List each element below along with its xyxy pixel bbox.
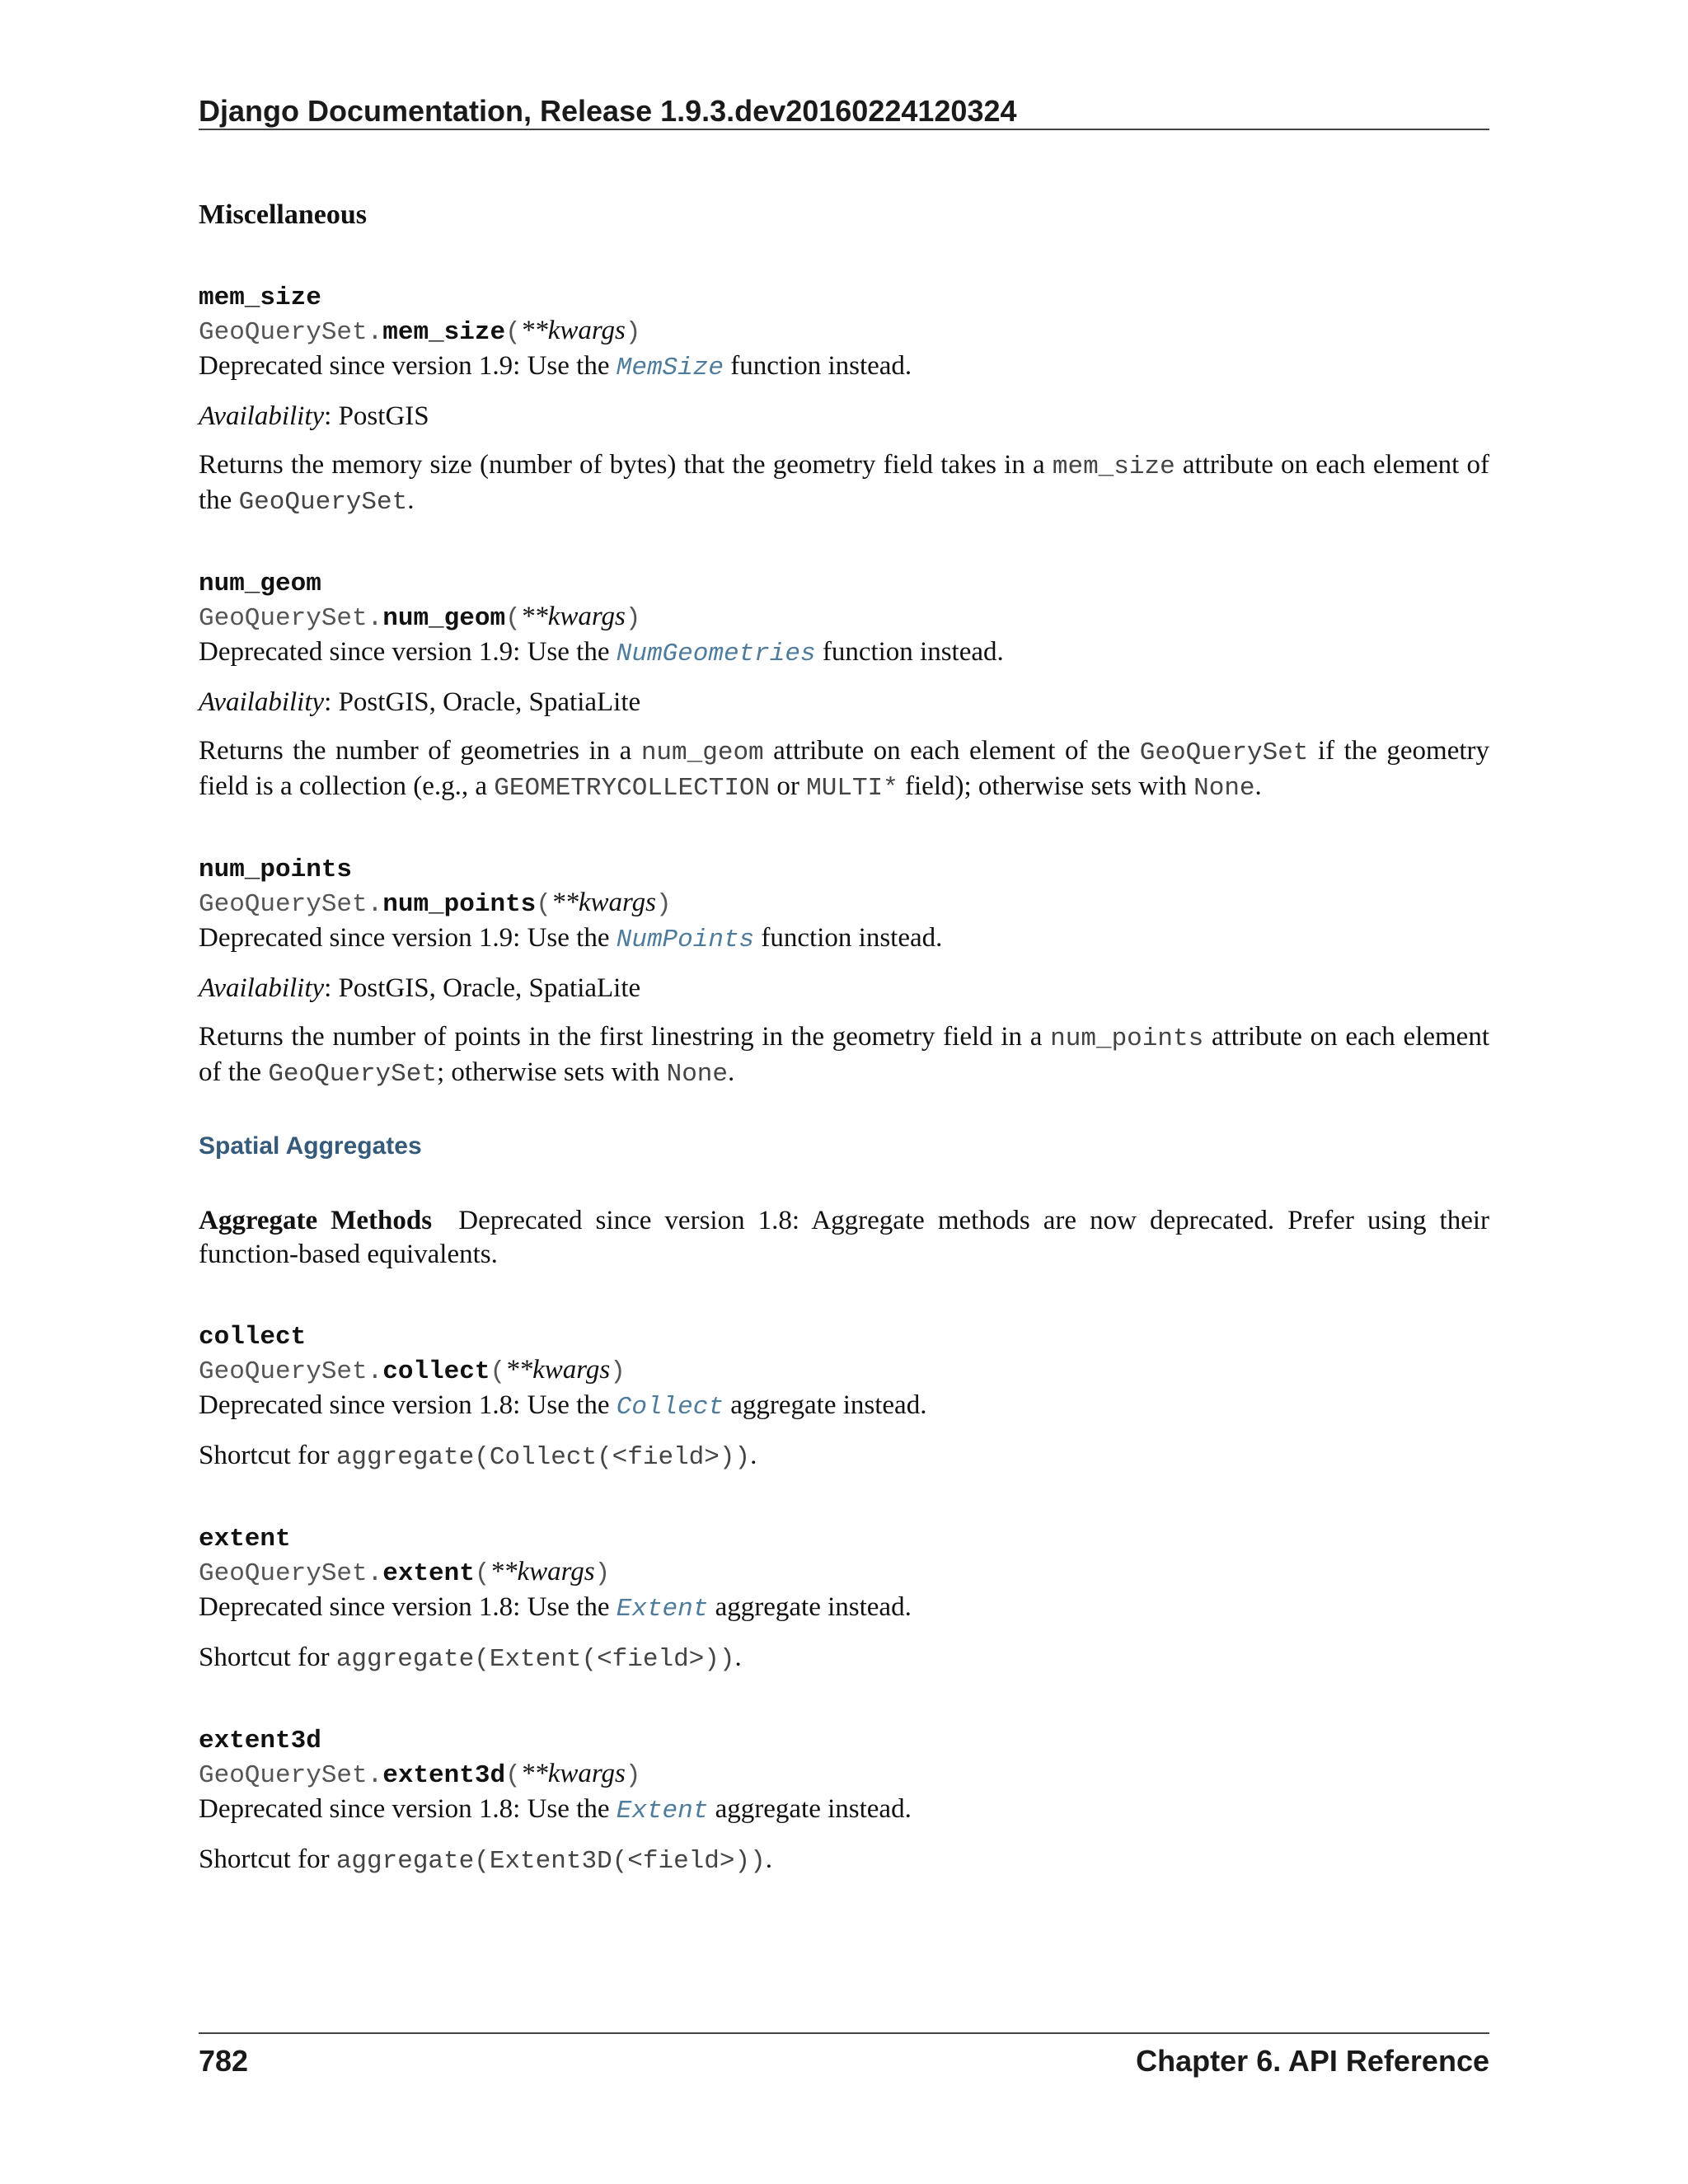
signature-close-paren: ) — [625, 1761, 641, 1791]
aggregate-methods-label: Aggregate Methods — [199, 1206, 433, 1235]
deprecation-suffix: function instead. — [723, 351, 912, 381]
signature-close-paren: ) — [625, 318, 641, 348]
signature-class: GeoQuerySet. — [199, 1559, 383, 1589]
signature-class: GeoQuerySet. — [199, 604, 383, 634]
section-heading-miscellaneous: Miscellaneous — [199, 199, 367, 230]
signature-open-paren: ( — [536, 890, 551, 920]
method-signature — [199, 314, 1489, 349]
deprecation-prefix: Deprecated since version 1.9: Use the — [199, 923, 617, 953]
signature-close-paren: ) — [656, 890, 672, 920]
availability-value: : PostGIS — [324, 401, 429, 431]
desc-code: GeoQuerySet — [1139, 738, 1309, 767]
signature-close-paren: ) — [610, 1357, 626, 1387]
signature-method: num_geom — [382, 604, 506, 634]
extent-link[interactable]: Extent — [616, 1797, 709, 1825]
signature-method: mem_size — [382, 318, 506, 348]
entry-title: num_geom — [199, 569, 321, 598]
deprecation-suffix: function instead. — [815, 637, 1004, 667]
aggregate-methods-text: Deprecated since version 1.8: Aggregate methods are now deprecated. Prefer using their function-based equivalents. — [199, 1206, 1490, 1270]
entry-extent — [199, 1524, 1489, 1676]
signature-close-paren: ) — [625, 604, 641, 634]
desc-code: None — [1193, 773, 1255, 803]
deprecation-note — [199, 921, 1489, 957]
shortcut-note — [199, 1843, 1489, 1878]
signature-close-paren: ) — [594, 1559, 611, 1589]
signature-args: **kwargs — [505, 1355, 611, 1385]
signature-args: **kwargs — [490, 1557, 595, 1587]
entry-title: collect — [199, 1322, 307, 1352]
signature-open-paren: ( — [490, 1357, 506, 1387]
availability-value: : PostGIS, Oracle, SpatiaLite — [324, 972, 641, 1003]
signature-method: extent3d — [382, 1761, 506, 1791]
signature-class: GeoQuerySet. — [199, 890, 383, 920]
deprecation-suffix: aggregate instead. — [708, 1794, 912, 1824]
availability-label: Availability — [199, 972, 325, 1003]
availability-label: Availability — [199, 687, 325, 717]
signature-class: GeoQuerySet. — [199, 1761, 383, 1791]
desc-text: if the geometry field is a collection (e.g., a — [199, 736, 1489, 801]
page-header-title: Django Documentation, Release 1.9.3.dev20160224120324 — [199, 94, 1017, 128]
desc-text: . — [728, 1057, 735, 1087]
availability — [199, 686, 1489, 719]
desc-code: mem_size — [1052, 452, 1175, 481]
numgeometries-link[interactable]: NumGeometries — [616, 640, 816, 668]
deprecation-note — [199, 349, 1489, 385]
desc-code: num_geom — [640, 738, 764, 767]
method-signature — [199, 600, 1489, 635]
desc-code: GeoQuerySet — [238, 487, 408, 517]
deprecation-prefix: Deprecated since version 1.8: Use the — [199, 1592, 617, 1622]
signature-args: **kwargs — [520, 602, 626, 632]
signature-method: num_points — [382, 890, 537, 920]
deprecation-prefix: Deprecated since version 1.9: Use the — [199, 351, 617, 381]
entry-num-points — [199, 855, 1489, 1091]
availability — [199, 400, 1489, 434]
shortcut-note — [199, 1641, 1489, 1676]
page-content — [199, 198, 1489, 1878]
deprecation-note — [199, 1591, 1489, 1626]
shortcut-end: . — [765, 1844, 772, 1874]
deprecation-suffix: function instead. — [754, 923, 943, 953]
signature-method: collect — [382, 1357, 490, 1387]
method-signature — [199, 1353, 1489, 1389]
entry-mem-size — [199, 283, 1489, 519]
desc-text: attribute on each element of the — [199, 1022, 1489, 1087]
signature-args: **kwargs — [551, 888, 657, 918]
shortcut-label: Shortcut for — [199, 1844, 336, 1874]
availability — [199, 972, 1489, 1005]
desc-text: ; otherwise sets with — [436, 1057, 667, 1087]
deprecation-suffix: aggregate instead. — [708, 1592, 912, 1622]
shortcut-label: Shortcut for — [199, 1642, 336, 1672]
desc-text: . — [1254, 771, 1262, 801]
entry-title: mem_size — [199, 283, 321, 312]
aggregate-methods-paragraph — [199, 1204, 1489, 1272]
header-rule — [199, 129, 1489, 130]
footer-page-number: 782 — [199, 2044, 249, 2078]
desc-text: attribute on each element of the — [199, 450, 1489, 515]
desc-text: field); otherwise sets with — [898, 771, 1194, 801]
entry-collect — [199, 1322, 1489, 1474]
signature-open-paren: ( — [505, 1761, 521, 1791]
method-signature — [199, 1555, 1489, 1591]
deprecation-note — [199, 1389, 1489, 1424]
deprecation-prefix: Deprecated since version 1.8: Use the — [199, 1794, 617, 1824]
entry-title: extent — [199, 1524, 291, 1554]
shortcut-code: aggregate(Collect(<field>)) — [335, 1442, 751, 1472]
desc-text: attribute on each element of the — [763, 736, 1140, 766]
entry-num-geom — [199, 569, 1489, 805]
shortcut-code: aggregate(Extent3D(<field>)) — [335, 1846, 766, 1876]
extent-link[interactable]: Extent — [616, 1595, 709, 1624]
numpoints-link[interactable]: NumPoints — [616, 926, 755, 954]
description — [199, 734, 1489, 805]
description — [199, 448, 1489, 519]
desc-code: GeoQuerySet — [268, 1059, 437, 1089]
entry-title: extent3d — [199, 1726, 321, 1755]
desc-code: num_points — [1050, 1024, 1204, 1053]
signature-method: extent — [382, 1559, 475, 1589]
subsection-heading-spatial-aggregates: Spatial Aggregates — [199, 1132, 422, 1160]
shortcut-end: . — [734, 1642, 742, 1672]
signature-args: **kwargs — [520, 316, 626, 346]
desc-code: GEOMETRYCOLLECTION — [494, 773, 771, 803]
availability-value: : PostGIS, Oracle, SpatiaLite — [324, 687, 641, 717]
deprecation-note — [199, 635, 1489, 671]
footer-chapter: Chapter 6. API Reference — [1136, 2044, 1489, 2078]
shortcut-label: Shortcut for — [199, 1440, 336, 1470]
footer-rule — [199, 2032, 1489, 2034]
desc-code: None — [666, 1059, 729, 1089]
signature-open-paren: ( — [505, 318, 521, 348]
desc-code: MULTI* — [806, 773, 898, 803]
signature-args: **kwargs — [520, 1759, 626, 1789]
description — [199, 1020, 1489, 1091]
entry-title: num_points — [199, 855, 353, 884]
desc-text: . — [407, 485, 415, 515]
method-signature — [199, 886, 1489, 921]
shortcut-note — [199, 1439, 1489, 1474]
signature-class: GeoQuerySet. — [199, 318, 383, 348]
deprecation-note — [199, 1793, 1489, 1828]
desc-text: or — [770, 771, 807, 801]
availability-label: Availability — [199, 401, 325, 431]
signature-open-paren: ( — [474, 1559, 490, 1589]
entry-extent3d — [199, 1726, 1489, 1878]
method-signature — [199, 1757, 1489, 1793]
desc-text: Returns the number of geometries in a — [199, 736, 641, 766]
memsize-link[interactable]: MemSize — [616, 354, 724, 382]
desc-text: Returns the number of points in the first linestring in the geometry field in a — [199, 1022, 1051, 1052]
collect-link[interactable]: Collect — [616, 1393, 724, 1422]
signature-open-paren: ( — [505, 604, 521, 634]
signature-class: GeoQuerySet. — [199, 1357, 383, 1387]
deprecation-suffix: aggregate instead. — [723, 1390, 927, 1420]
deprecation-prefix: Deprecated since version 1.8: Use the — [199, 1390, 617, 1420]
shortcut-end: . — [750, 1440, 757, 1470]
desc-text: Returns the memory size (number of bytes) that the geometry field takes in a — [199, 450, 1053, 480]
deprecation-prefix: Deprecated since version 1.9: Use the — [199, 637, 617, 667]
shortcut-code: aggregate(Extent(<field>)) — [335, 1644, 735, 1674]
